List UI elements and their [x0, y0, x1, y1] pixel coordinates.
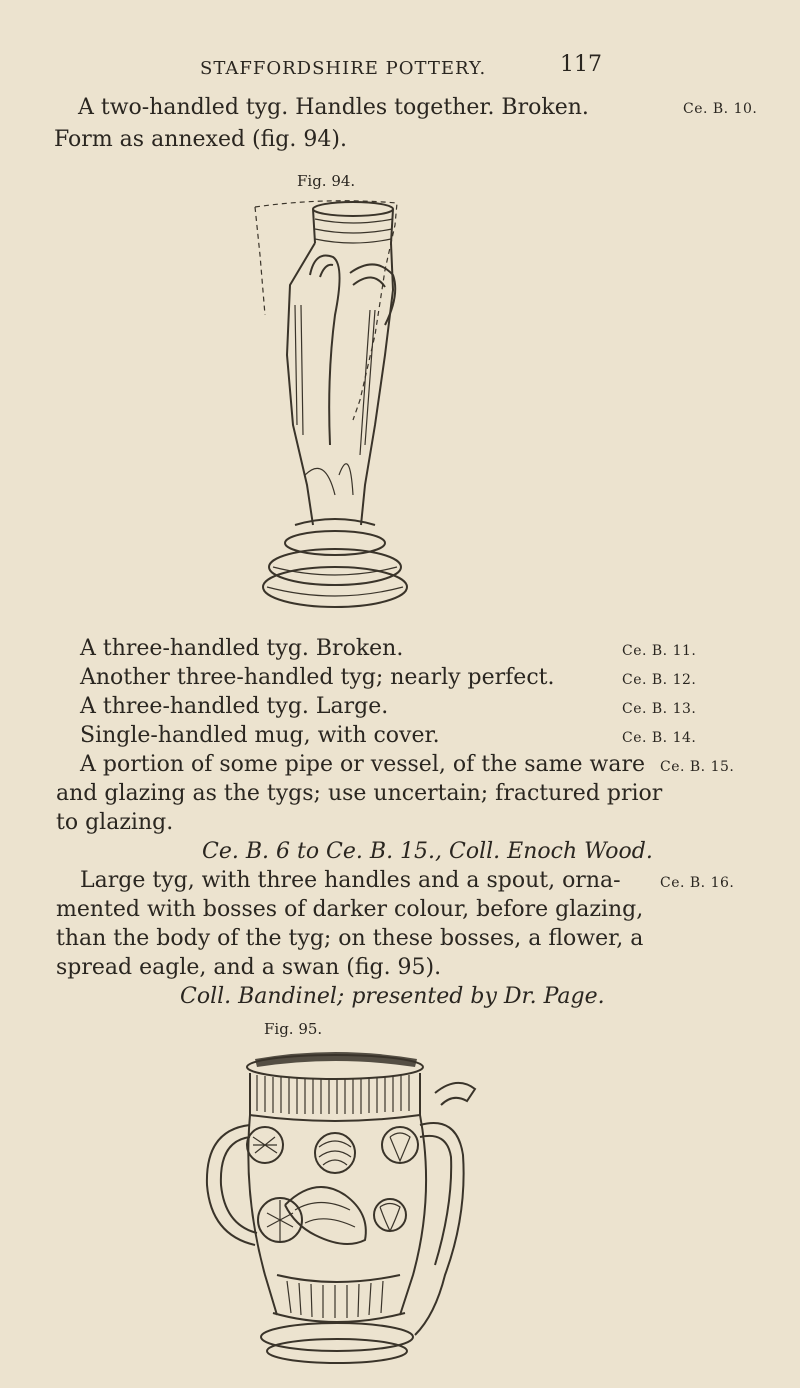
- intro-line-2: Form as annexed (fig. 94).: [54, 127, 347, 152]
- entry-13-ref: Ce. B. 13.: [622, 701, 697, 717]
- three-handled-tyg-figure: [195, 1045, 490, 1370]
- fig-94-caption: Fig. 94.: [297, 172, 356, 190]
- entry-15-line-3: to glazing.: [56, 810, 174, 835]
- entry-16-line-4: spread eagle, and a swan (fig. 95).: [56, 955, 442, 980]
- entry-15-line-2: and glazing as the tygs; use uncertain; fractured prior: [56, 781, 663, 806]
- entry-12-ref: Ce. B. 12.: [622, 672, 697, 688]
- intro-ref: Ce. B. 10.: [683, 101, 758, 117]
- entry-16-ref: Ce. B. 16.: [660, 875, 735, 891]
- entry-16-line-3: than the body of the tyg; on these bosses, a flower, a: [56, 926, 644, 951]
- entry-13-text: A three-handled tyg. Large.: [80, 694, 389, 719]
- entry-11-text: A three-handled tyg. Broken.: [80, 636, 404, 661]
- page-number: 117: [560, 52, 602, 77]
- two-handled-tyg-figure: [235, 195, 415, 610]
- entry-11-ref: Ce. B. 11.: [622, 643, 697, 659]
- entry-16-line-2: mented with bosses of darker colour, before glazing,: [56, 897, 644, 922]
- entry-16-line-1: Large tyg, with three handles and a spout, orna-: [80, 868, 621, 893]
- intro-line-1: A two-handled tyg. Handles together. Broken.: [78, 95, 589, 120]
- entry-14-ref: Ce. B. 14.: [622, 730, 697, 746]
- entry-15-attribution: Ce. B. 6 to Ce. B. 15., Coll. Enoch Wood.: [202, 839, 653, 864]
- entry-16-attribution: Coll. Bandinel; presented by Dr. Page.: [180, 984, 605, 1009]
- entry-15-line-1: A portion of some pipe or vessel, of the same ware: [80, 752, 646, 777]
- entry-14-text: Single-handled mug, with cover.: [80, 723, 440, 748]
- entry-12-text: Another three-handled tyg; nearly perfect.: [80, 665, 555, 690]
- fig-95-caption: Fig. 95.: [264, 1020, 323, 1038]
- entry-15-ref: Ce. B. 15.: [660, 759, 735, 775]
- running-head: STAFFORDSHIRE POTTERY.: [200, 58, 487, 79]
